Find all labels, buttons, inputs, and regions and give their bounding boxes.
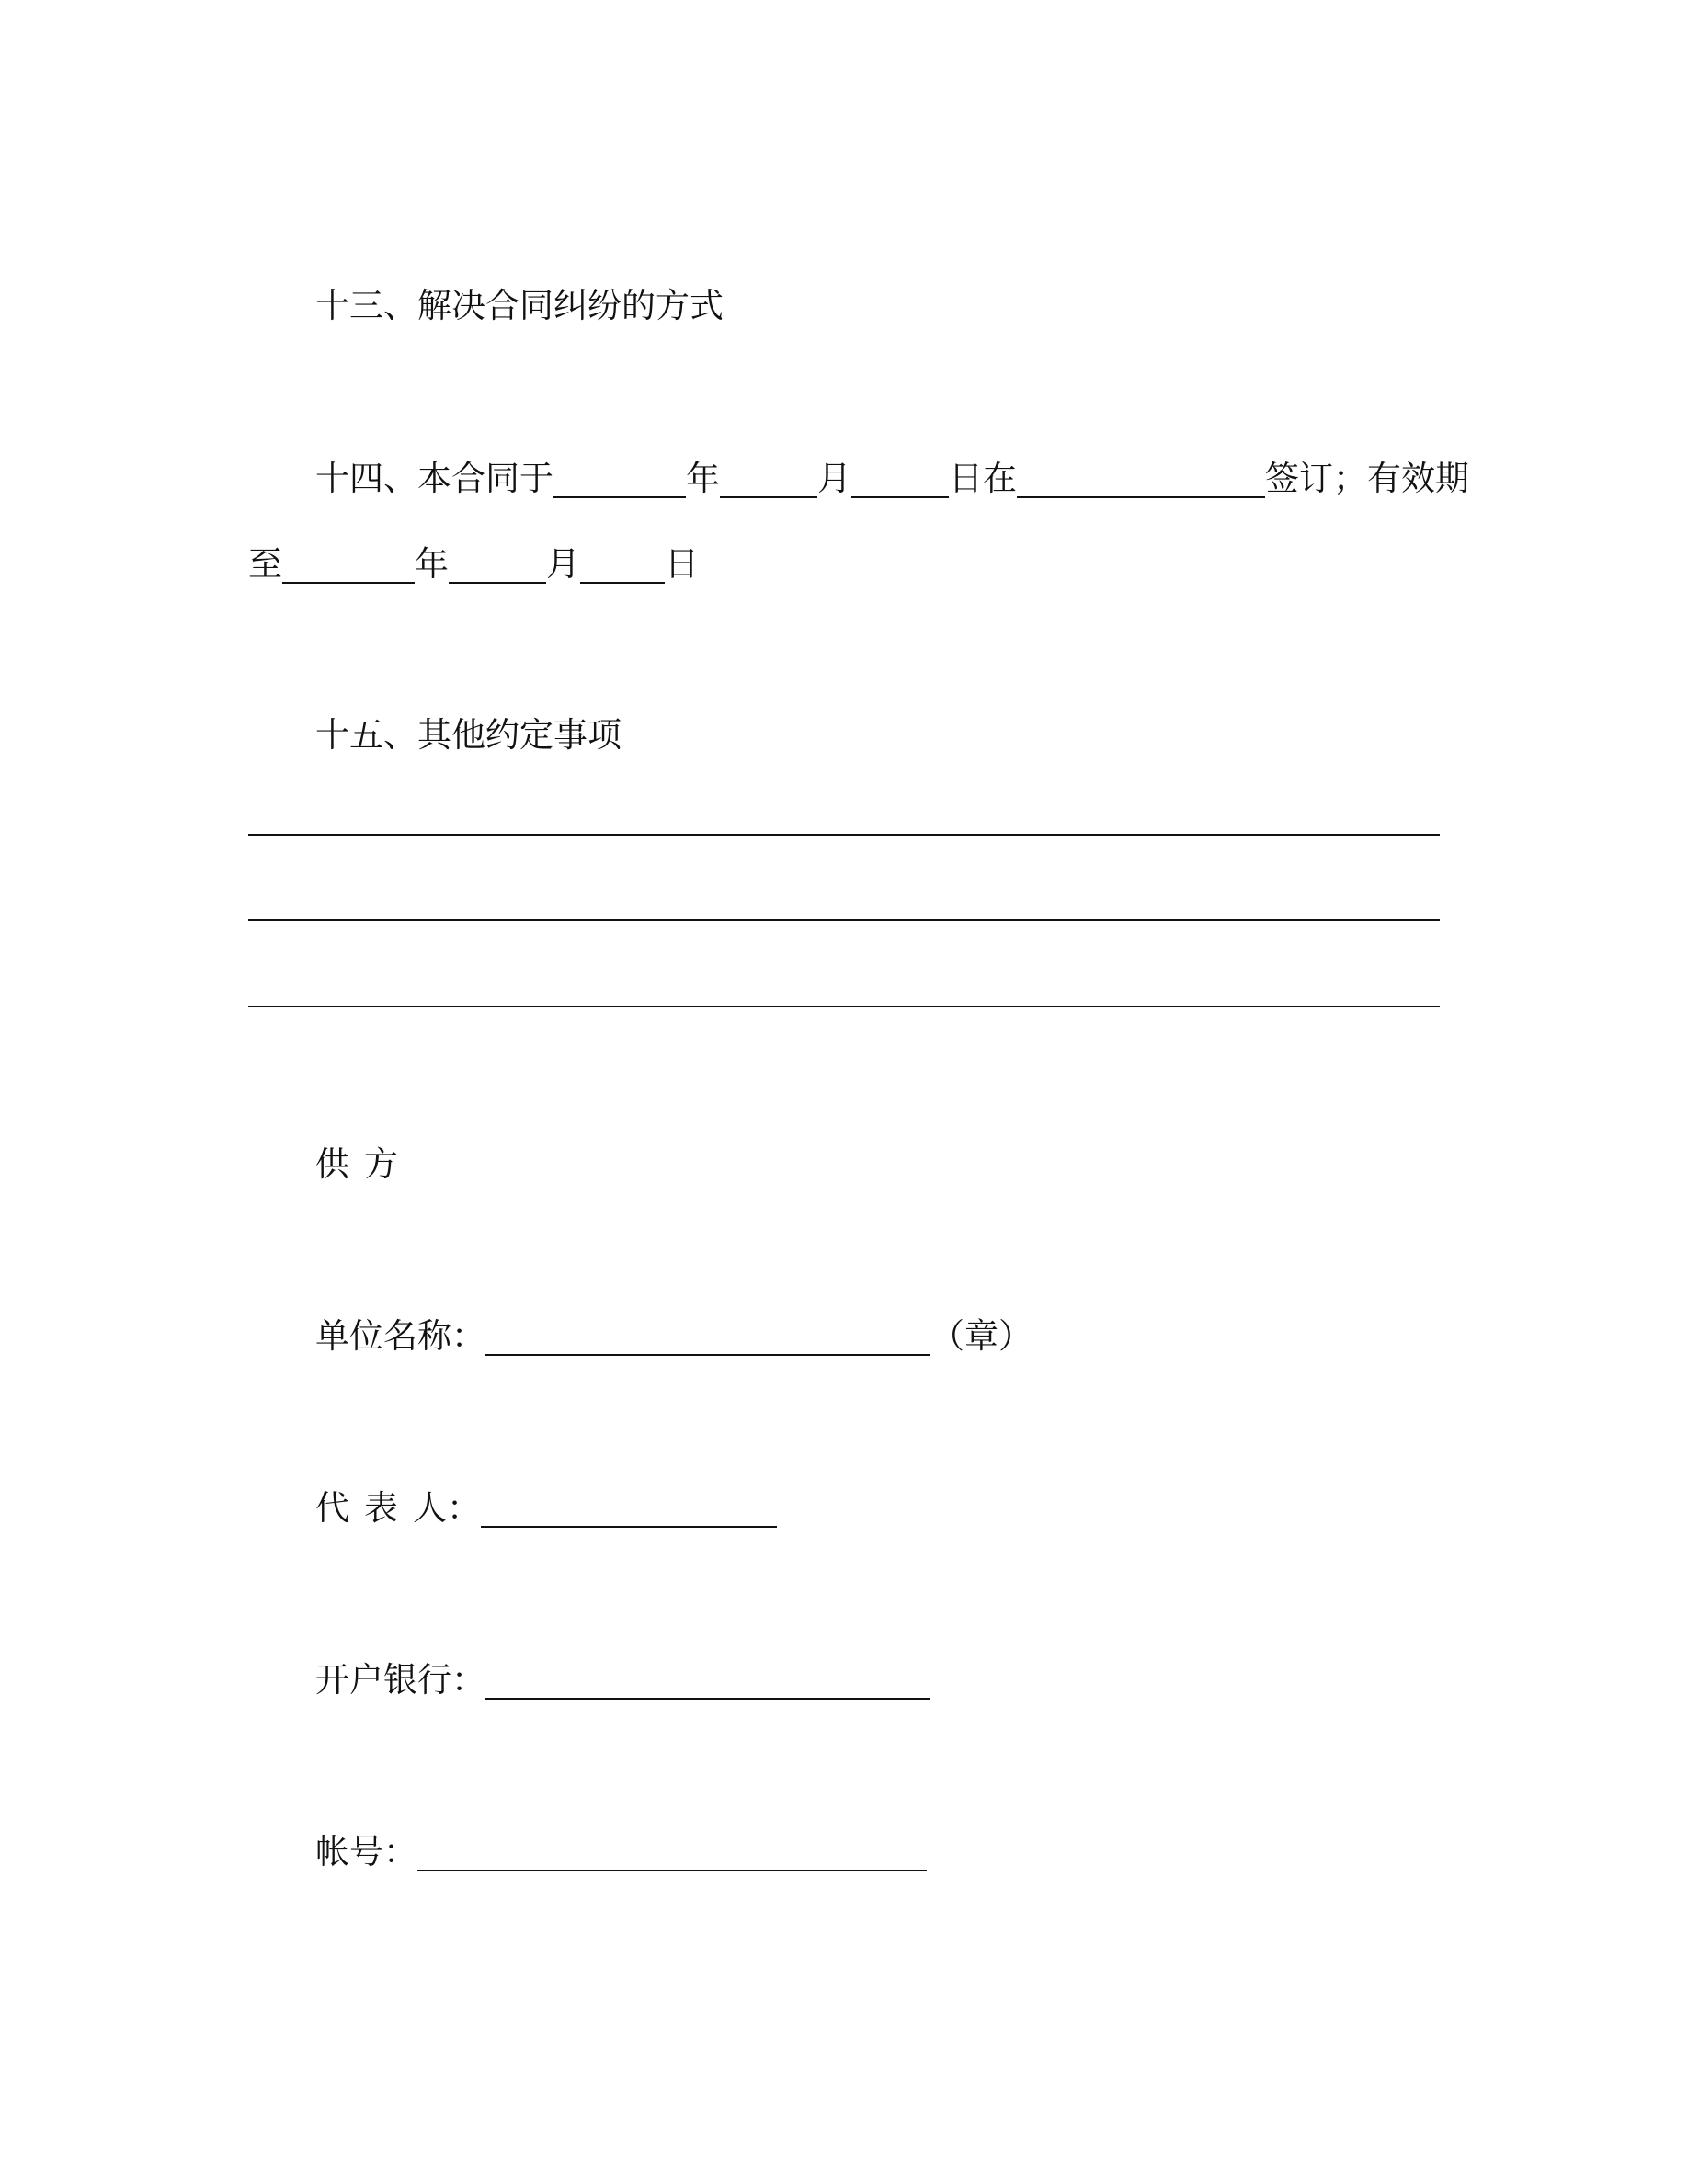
sign-day-blank[interactable] <box>851 461 949 498</box>
section-13-heading: 十三、解决合同纠纷的方式 <box>315 286 724 325</box>
section-14-line-2: 至 年 月 日 <box>248 544 699 584</box>
sign-month-blank[interactable] <box>720 461 817 498</box>
sign-place-blank[interactable] <box>1017 461 1265 498</box>
section-14-line-1: 十四、本合同于 年 月 日在 签订；有效期 <box>315 459 1469 498</box>
bank-blank[interactable] <box>485 1663 930 1700</box>
valid-day-blank[interactable] <box>580 547 665 584</box>
representative-row: 代 表 人： <box>315 1485 777 1531</box>
sign-year-blank[interactable] <box>553 461 686 498</box>
other-terms-blank-line-3[interactable] <box>248 1006 1440 1007</box>
account-blank[interactable] <box>417 1835 927 1871</box>
representative-blank[interactable] <box>481 1491 777 1528</box>
section-15-heading: 十五、其他约定事项 <box>315 715 622 755</box>
valid-month-blank[interactable] <box>449 547 546 584</box>
unit-name-row: 单位名称： （章） <box>315 1316 1032 1356</box>
bank-row: 开户银行： <box>315 1657 930 1703</box>
other-terms-blank-line-2[interactable] <box>248 919 1440 921</box>
other-terms-blank-line-1[interactable] <box>248 834 1440 836</box>
valid-year-blank[interactable] <box>282 547 415 584</box>
account-row: 帐号： <box>315 1829 927 1875</box>
supplier-title: 供 方 <box>315 1144 398 1184</box>
unit-name-blank[interactable] <box>485 1319 930 1356</box>
